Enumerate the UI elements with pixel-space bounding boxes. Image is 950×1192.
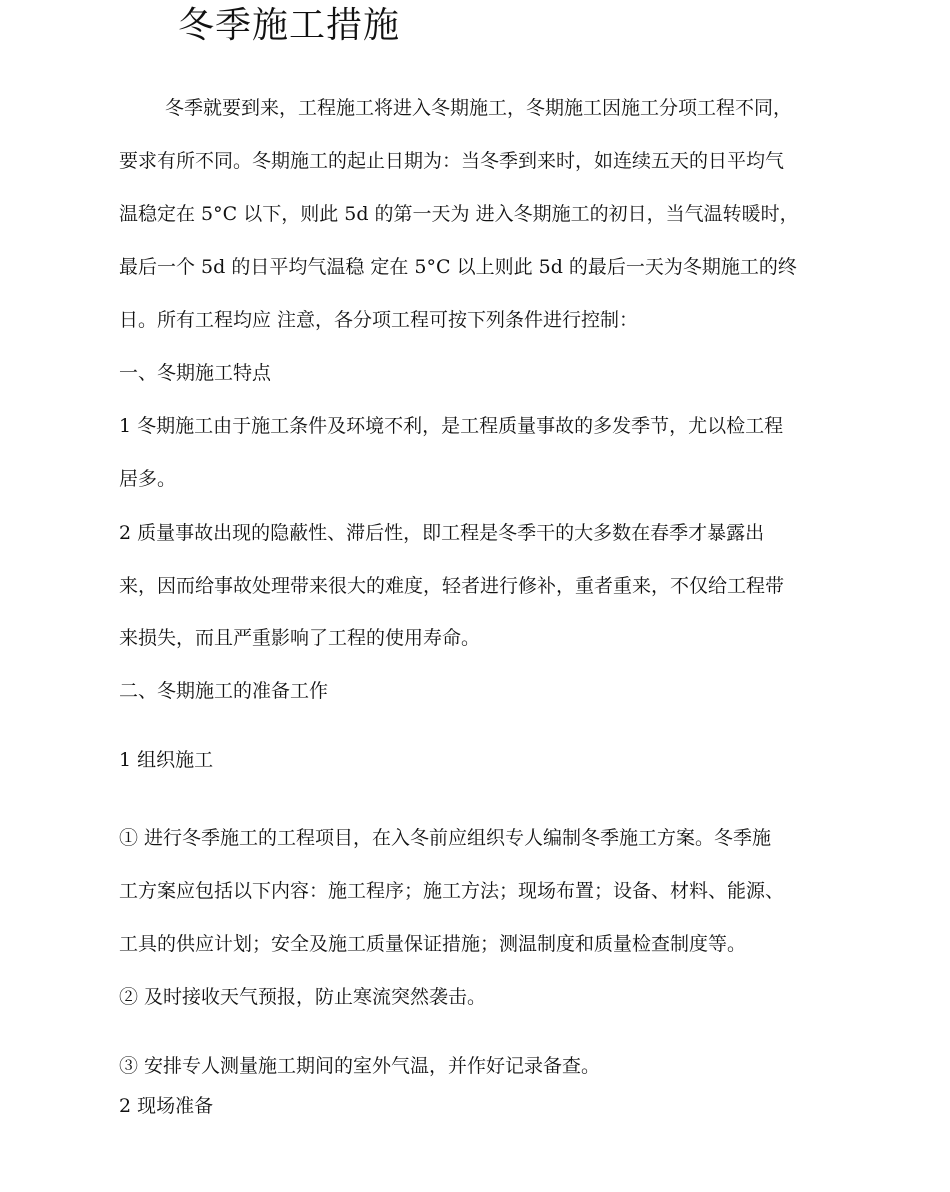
list-item: ② 及时接收天气预报，防止寒流突然袭击。 xyxy=(119,986,487,1008)
section-heading: 一、冬期施工特点 xyxy=(119,362,272,384)
list-item: ③ 安排专人测量施工期间的室外气温，并作好记录备查。 xyxy=(119,1055,601,1077)
subsection-heading: 2 现场准备 xyxy=(119,1095,214,1117)
paragraph-line: 居多。 xyxy=(119,468,177,490)
document-title: 冬季施工措施 xyxy=(178,5,401,46)
list-item: ① 进行冬季施工的工程项目，在入冬前应组织专人编制冬季施工方案。冬季施 xyxy=(119,827,772,849)
paragraph-line: 1 冬期施工由于施工条件及环境不利，是工程质量事故的多发季节，尤以检工程 xyxy=(119,415,784,437)
subsection-heading: 1 组织施工 xyxy=(119,749,214,771)
section-heading: 二、冬期施工的准备工作 xyxy=(119,680,329,702)
paragraph-line: 温稳定在 5°C 以下，则此 5d 的第一天为 进入冬期施工的初日，当气温转暖时， xyxy=(119,203,799,225)
paragraph-line: 冬季就要到来，工程施工将进入冬期施工，冬期施工因施工分项工程不同， xyxy=(165,97,793,119)
paragraph-line: 来，因而给事故处理带来很大的难度，轻者进行修补，重者重来，不仅给工程带 xyxy=(119,575,785,597)
paragraph-line: 要求有所不同。冬期施工的起止日期为：当冬季到来时，如连续五天的日平均气 xyxy=(119,150,785,172)
paragraph-line: 最后一个 5d 的日平均气温稳 定在 5°C 以上则此 5d 的最后一天为冬期施工的终 xyxy=(119,256,797,278)
paragraph-line: 日。所有工程均应 注意，各分项工程可按下列条件进行控制： xyxy=(119,309,639,331)
paragraph-line: 工具的供应计划；安全及施工质量保证措施；测温制度和质量检查制度等。 xyxy=(119,933,747,955)
paragraph-line: 2 质量事故出现的隐蔽性、滞后性，即工程是冬季干的大多数在春季才暴露出 xyxy=(119,522,765,544)
paragraph-line: 来损失，而且严重影响了工程的使用寿命。 xyxy=(119,627,481,649)
paragraph-line: 工方案应包括以下内容：施工程序；施工方法；现场布置；设备、材料、能源、 xyxy=(119,880,785,902)
